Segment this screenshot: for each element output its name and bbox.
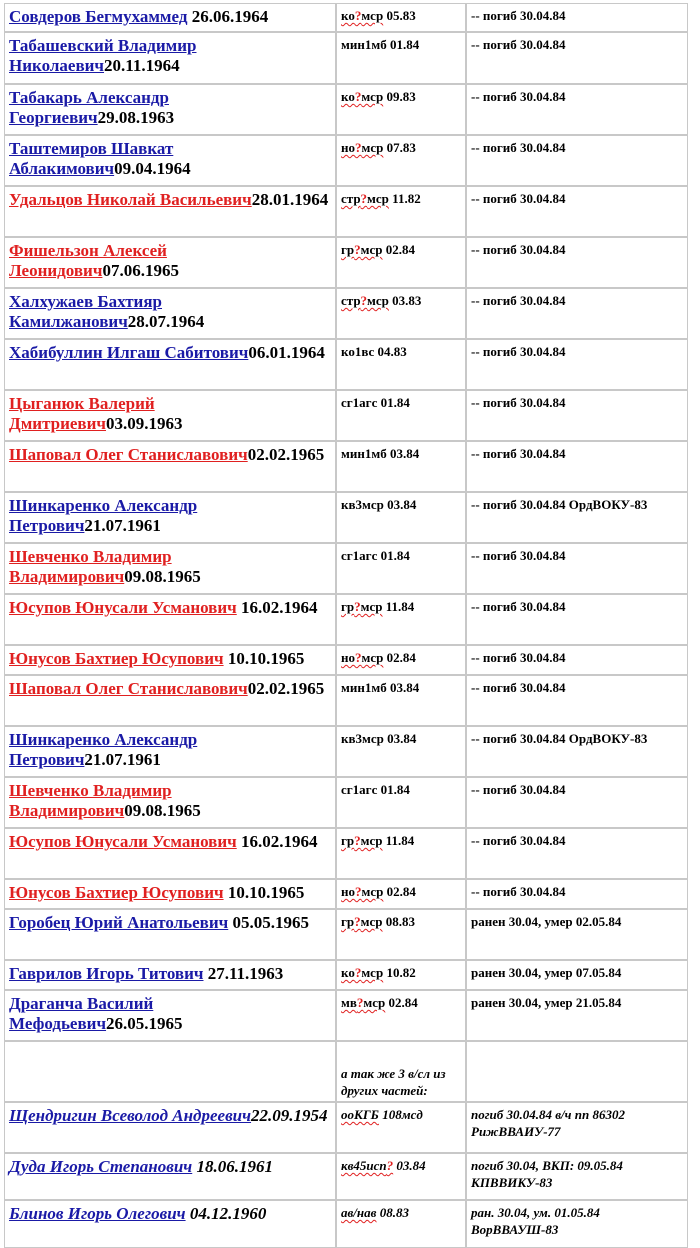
unit-suffix: 08.83 [376, 1205, 409, 1220]
name-cell [4, 441, 336, 492]
unit-suffix: 108мсд [378, 1107, 423, 1122]
birth-date: 04.12.1960 [185, 1204, 267, 1223]
fate-cell [466, 909, 688, 960]
fate-cell [466, 645, 688, 675]
unit-suffix: кв3мср 03.84 [341, 497, 417, 512]
unit-prefix: стр?мср [341, 293, 389, 308]
table-row [4, 726, 688, 777]
unit-suffix: 08.83 [382, 914, 415, 929]
name-cell [4, 1153, 336, 1200]
fate-cell [466, 990, 688, 1041]
unit-cell [336, 32, 466, 84]
unit-suffix: 07.83 [383, 140, 416, 155]
fate-cell [466, 3, 688, 32]
unit-suffix: сг1агс 01.84 [341, 782, 410, 797]
birth-date: 28.01.1964 [251, 190, 329, 209]
table-row [4, 339, 688, 390]
unit-cell [336, 135, 466, 186]
unit-code [341, 445, 461, 462]
unit-prefix: ав/нав [341, 1205, 377, 1220]
table-row [4, 645, 688, 675]
name-cell [4, 960, 336, 990]
fate-text: ранен 30.04, умер 07.05.84 [471, 965, 622, 980]
unit-cell [336, 675, 466, 726]
fate-text: -- погиб 30.04.84 [471, 782, 566, 797]
name-cell [4, 675, 336, 726]
name-cell [4, 237, 336, 288]
fate-text: -- погиб 30.04.84 [471, 446, 566, 461]
fate-text: погиб 30.04.84 в/ч пп 86302 РижВВАИУ-77 [471, 1107, 625, 1139]
fate-text: -- погиб 30.04.84 [471, 191, 566, 206]
unit-suffix: 11.84 [382, 599, 415, 614]
unit-prefix: гр?мср [341, 242, 383, 257]
person-name-link[interactable]: Шевченко Владимир Владимирович [9, 781, 172, 820]
table-row [4, 777, 688, 828]
unit-prefix: ооКГБ [341, 1107, 379, 1122]
table-row [4, 237, 688, 288]
fate-text: -- погиб 30.04.84 [471, 140, 566, 155]
unit-prefix: кв45исп? [341, 1158, 394, 1173]
unit-suffix: 09.83 [383, 89, 416, 104]
fate-cell [466, 879, 688, 909]
unit-cell [336, 3, 466, 32]
fate-cell [466, 32, 688, 84]
table-row [4, 135, 688, 186]
unit-code [341, 649, 461, 666]
birth-date: 21.07.1961 [84, 750, 161, 769]
unit-code [341, 547, 461, 564]
table-row [4, 828, 688, 879]
unknown-mark: ? [355, 140, 362, 155]
fate-cell [466, 441, 688, 492]
unit-cell [336, 645, 466, 675]
casualty-table [4, 3, 688, 1248]
name-cell [4, 879, 336, 909]
unknown-mark: ? [354, 833, 361, 848]
person-name-link[interactable]: Дуда Игорь Степанович [9, 1157, 193, 1176]
unit-cell [336, 594, 466, 645]
unit-suffix: 10.82 [383, 965, 416, 980]
table-row [4, 32, 688, 84]
unit-prefix: но?мср [341, 884, 384, 899]
note-cell [336, 1041, 466, 1102]
birth-date: 22.09.1954 [251, 1106, 328, 1125]
unit-cell [336, 1153, 466, 1200]
note-text: а так же 3 в/сл из других частей: [341, 1066, 446, 1098]
unit-prefix: ко?мср [341, 8, 384, 23]
fate-text: -- погиб 30.04.84 [471, 884, 566, 899]
person-name-link[interactable]: Драганча Василий Мефодьевич [9, 994, 154, 1033]
person-name-link[interactable]: Шинкаренко Александр Петрович [9, 730, 198, 769]
fate-text: -- погиб 30.04.84 [471, 242, 566, 257]
table-row [4, 288, 688, 339]
birth-date: 10.10.1965 [223, 649, 305, 668]
unit-code [341, 292, 461, 309]
birth-date: 02.02.1965 [247, 679, 325, 698]
name-cell [4, 543, 336, 594]
unit-cell [336, 777, 466, 828]
unit-suffix: кв3мср 03.84 [341, 731, 417, 746]
fate-text: -- погиб 30.04.84 [471, 37, 566, 52]
fate-cell [466, 675, 688, 726]
name-cell [4, 32, 336, 84]
table-row [4, 543, 688, 594]
unit-code [341, 913, 461, 930]
name-cell [4, 339, 336, 390]
unit-prefix: мв?мср [341, 995, 386, 1010]
unit-suffix: мин1мб 03.84 [341, 446, 420, 461]
unit-code [341, 7, 461, 24]
fate-cell [466, 237, 688, 288]
fate-text: -- погиб 30.04.84 ОрдВОКУ-83 [471, 497, 648, 512]
unknown-mark: ? [360, 293, 368, 308]
unknown-mark: ? [354, 965, 362, 980]
birth-date: 10.10.1965 [223, 883, 305, 902]
fate-text: -- погиб 30.04.84 [471, 833, 566, 848]
unknown-mark: ? [354, 914, 361, 929]
fate-text: -- погиб 30.04.84 [471, 89, 566, 104]
unit-code [341, 832, 461, 849]
unit-suffix: ко1вс 04.83 [341, 344, 407, 359]
fate-cell [466, 390, 688, 441]
unit-prefix: гр?мср [341, 599, 383, 614]
fate-text: -- погиб 30.04.84 [471, 680, 566, 695]
note-row [4, 1041, 688, 1102]
fate-text: погиб 30.04, ВКП: 09.05.84 КПВВИКУ-83 [471, 1158, 623, 1190]
unit-cell [336, 1102, 466, 1153]
person-name-link[interactable]: Халхужаев Бахтияр Камилжанович [9, 292, 163, 331]
unit-cell [336, 828, 466, 879]
fate-cell [466, 288, 688, 339]
unknown-mark: ? [360, 191, 368, 206]
empty-cell [466, 1041, 688, 1102]
fate-cell [466, 594, 688, 645]
table-row [4, 879, 688, 909]
unit-code [341, 1106, 461, 1123]
table-row [4, 390, 688, 441]
person-name-link[interactable]: Юсупов Юнусали Усманович [9, 598, 237, 617]
name-cell [4, 84, 336, 135]
unit-code [341, 994, 461, 1011]
unit-suffix: мин1мб 03.84 [341, 680, 420, 695]
unit-suffix: 03.83 [388, 293, 422, 308]
birth-date: 16.02.1964 [236, 832, 318, 851]
person-name-link[interactable]: Совдеров Бегмухаммед [9, 7, 188, 26]
unit-suffix: 02.84 [382, 242, 415, 257]
birth-date: 26.05.1965 [106, 1014, 183, 1033]
unit-cell [336, 288, 466, 339]
fate-cell [466, 543, 688, 594]
unit-cell [336, 186, 466, 237]
birth-date: 09.04.1964 [114, 159, 191, 178]
unit-code [341, 36, 461, 53]
fate-text: -- погиб 30.04.84 [471, 8, 566, 23]
unit-code [341, 1204, 461, 1221]
unit-cell [336, 879, 466, 909]
birth-date: 20.11.1964 [104, 56, 180, 75]
birth-date: 27.11.1963 [203, 964, 284, 983]
fate-cell [466, 960, 688, 990]
birth-date: 07.06.1965 [102, 261, 179, 280]
name-cell [4, 645, 336, 675]
person-name-link[interactable]: Хабибуллин Илгаш Сабитович [9, 343, 249, 362]
name-cell [4, 135, 336, 186]
unit-code [341, 139, 461, 156]
unit-prefix: гр?мср [341, 833, 383, 848]
person-name-link[interactable]: Юсупов Юнусали Усманович [9, 832, 237, 851]
unit-prefix: но?мср [341, 650, 384, 665]
person-name-link[interactable]: Гаврилов Игорь Титович [9, 964, 204, 983]
table-row [4, 990, 688, 1041]
table-row [4, 441, 688, 492]
unit-code [341, 883, 461, 900]
name-cell [4, 726, 336, 777]
unit-cell [336, 909, 466, 960]
birth-date: 21.07.1961 [84, 516, 161, 535]
fate-text: -- погиб 30.04.84 [471, 548, 566, 563]
unit-suffix: 03.84 [393, 1158, 426, 1173]
birth-date: 09.08.1965 [124, 567, 201, 586]
person-name-link[interactable]: Юнусов Бахтиер Юсупович [9, 883, 224, 902]
fate-cell [466, 1200, 688, 1248]
casualty-table-body [4, 3, 688, 1248]
unit-code [341, 88, 461, 105]
name-cell [4, 828, 336, 879]
unit-code [341, 964, 461, 981]
fate-text: -- погиб 30.04.84 [471, 599, 566, 614]
name-cell [4, 186, 336, 237]
person-name-link[interactable]: Табашевский Владимир Николаевич [9, 36, 197, 75]
person-name-link[interactable]: Горобец Юрий Анатольевич [9, 913, 229, 932]
unit-prefix: ко?мср [341, 89, 384, 104]
fate-cell [466, 1102, 688, 1153]
unit-prefix: стр?мср [341, 191, 389, 206]
person-name-link[interactable]: Шинкаренко Александр Петрович [9, 496, 198, 535]
empty-cell [4, 1041, 336, 1102]
unit-cell [336, 390, 466, 441]
name-cell [4, 777, 336, 828]
name-cell [4, 909, 336, 960]
fate-text: ранен 30.04, умер 21.05.84 [471, 995, 622, 1010]
unknown-mark: ? [354, 8, 362, 23]
name-cell [4, 288, 336, 339]
unit-suffix: мин1мб 01.84 [341, 37, 420, 52]
unit-code [341, 1157, 461, 1174]
person-name-link[interactable]: Таштемиров Шавкат Аблакимович [9, 139, 174, 178]
person-name-link[interactable]: Удальцов Николай Васильевич [9, 190, 252, 209]
name-cell [4, 3, 336, 32]
unit-prefix: гр?мср [341, 914, 383, 929]
unit-code [341, 730, 461, 747]
fate-text: -- погиб 30.04.84 [471, 395, 566, 410]
fate-cell [466, 84, 688, 135]
table-row [4, 1102, 688, 1153]
unit-cell [336, 237, 466, 288]
fate-text: -- погиб 30.04.84 ОрдВОКУ-83 [471, 731, 648, 746]
unit-cell [336, 1200, 466, 1248]
name-cell [4, 1200, 336, 1248]
birth-date: 28.07.1964 [127, 312, 205, 331]
fate-text: ран. 30.04, ум. 01.05.84 ВорВВАУШ-83 [471, 1205, 600, 1237]
unit-cell [336, 990, 466, 1041]
person-name-link[interactable]: Шевченко Владимир Владимирович [9, 547, 172, 586]
unit-suffix: 05.83 [383, 8, 416, 23]
fate-cell [466, 135, 688, 186]
unit-cell [336, 339, 466, 390]
unit-code [341, 496, 461, 513]
unknown-mark: ? [355, 650, 362, 665]
person-name-link[interactable]: Шаповал Олег Станиславович [9, 679, 248, 698]
unit-suffix: 11.82 [388, 191, 421, 206]
name-cell [4, 990, 336, 1041]
name-cell [4, 594, 336, 645]
name-cell [4, 390, 336, 441]
table-row [4, 84, 688, 135]
unit-suffix: 02.84 [383, 650, 416, 665]
birth-date: 26.06.1964 [187, 7, 269, 26]
unit-cell [336, 441, 466, 492]
birth-date: 05.05.1965 [228, 913, 309, 932]
birth-date: 18.06.1961 [192, 1157, 273, 1176]
unit-prefix: но?мср [341, 140, 384, 155]
unknown-mark: ? [386, 1158, 394, 1173]
unknown-mark: ? [354, 242, 361, 257]
unit-cell [336, 960, 466, 990]
unit-cell [336, 726, 466, 777]
table-row [4, 3, 688, 32]
unit-suffix: 02.84 [385, 995, 418, 1010]
unit-suffix: сг1агс 01.84 [341, 548, 410, 563]
birth-date: 02.02.1965 [247, 445, 325, 464]
fate-text: -- погиб 30.04.84 [471, 650, 566, 665]
birth-date: 16.02.1964 [236, 598, 318, 617]
unit-cell [336, 84, 466, 135]
table-row [4, 960, 688, 990]
unit-code [341, 781, 461, 798]
fate-text: ранен 30.04, умер 02.05.84 [471, 914, 622, 929]
person-name-link[interactable]: Щендригин Всеволод Андреевич [9, 1106, 252, 1125]
fate-text: -- погиб 30.04.84 [471, 293, 566, 308]
fate-text: -- погиб 30.04.84 [471, 344, 566, 359]
name-cell [4, 492, 336, 543]
fate-cell [466, 726, 688, 777]
unit-suffix: 11.84 [382, 833, 415, 848]
unit-suffix: сг1агс 01.84 [341, 395, 410, 410]
person-name-link[interactable]: Шаповал Олег Станиславович [9, 445, 248, 464]
unit-code [341, 241, 461, 258]
unit-code [341, 598, 461, 615]
unknown-mark: ? [354, 599, 361, 614]
unit-cell [336, 492, 466, 543]
table-row [4, 1153, 688, 1200]
unit-prefix: ко?мср [341, 965, 384, 980]
unknown-mark: ? [354, 89, 362, 104]
birth-date: 29.08.1963 [97, 108, 175, 127]
birth-date: 09.08.1965 [124, 801, 201, 820]
table-row [4, 1200, 688, 1248]
table-row [4, 186, 688, 237]
fate-cell [466, 828, 688, 879]
unit-code [341, 343, 461, 360]
person-name-link[interactable]: Блинов Игорь Олегович [9, 1204, 186, 1223]
unit-suffix: 02.84 [383, 884, 416, 899]
table-row [4, 909, 688, 960]
birth-date: 06.01.1964 [248, 343, 325, 362]
table-row [4, 594, 688, 645]
birth-date: 03.09.1963 [106, 414, 183, 433]
name-cell [4, 1102, 336, 1153]
table-row [4, 492, 688, 543]
fate-cell [466, 339, 688, 390]
unit-code [341, 394, 461, 411]
unit-code [341, 190, 461, 207]
fate-cell [466, 186, 688, 237]
unknown-mark: ? [356, 995, 364, 1010]
person-name-link[interactable]: Юнусов Бахтиер Юсупович [9, 649, 224, 668]
person-name-link[interactable]: Табакарь Александр Георгиевич [9, 88, 169, 127]
fate-cell [466, 777, 688, 828]
unit-cell [336, 543, 466, 594]
table-row [4, 675, 688, 726]
unknown-mark: ? [355, 884, 362, 899]
person-name-link[interactable]: Цыганюк Валерий Дмитриевич [9, 394, 155, 433]
fate-cell [466, 1153, 688, 1200]
fate-cell [466, 492, 688, 543]
person-name-link[interactable]: Фишельзон Алексей Леонидович [9, 241, 167, 280]
unit-code [341, 679, 461, 696]
